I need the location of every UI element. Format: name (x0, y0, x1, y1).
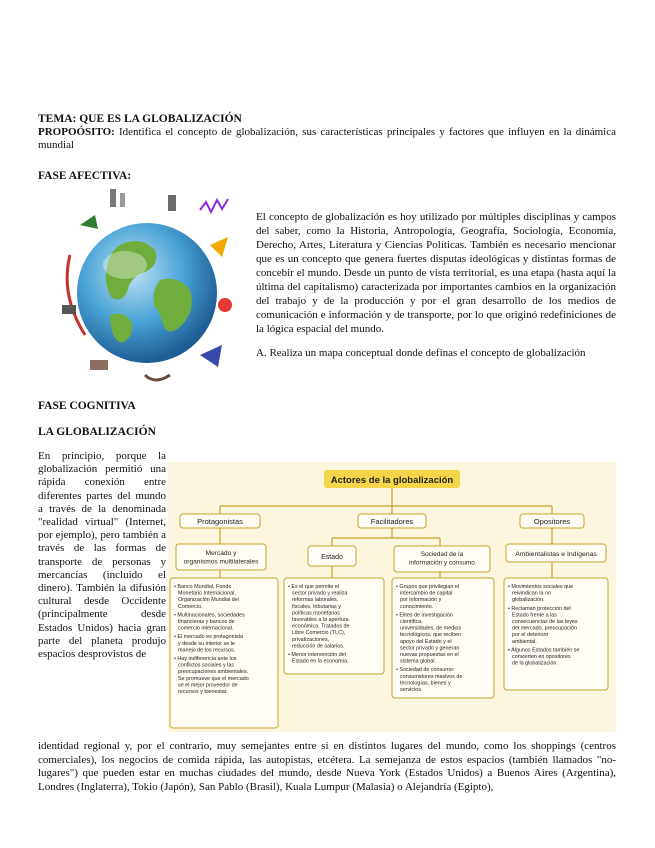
column-paragraph: En principio, porque la globalización permitió una rápida conexión entre diferentes partes del mundo a través de la denominada "realidad virtual" (Internet, por ejemplo), pero también a través de las formas de transporte de personas y mercancías (incluido el dinero). También la difusión cultural desde Occidente (principalmente desde Estados Unidos) hacia gran parte del planeta produjo espacios desprovistos de (38, 450, 166, 661)
detail-ambientalistas-item-2: • Algunos Estados también se convierten en opositores de la globalización. (508, 647, 580, 667)
detail-ambientalistas-item-0: • Movimientos sociales que reivindican la no globalización. (508, 584, 574, 604)
afectiva-paragraph: El concepto de globalización es hoy utilizado por múltiples disciplinas y campos del saber, como la Historia, Antropología, Geografía, Sociología, Economía, Derecho, Artes, Literatura y Ciencias Políticas. También es necesario mencionar que es un concepto que genera fuertes disputas ideológicas y distintas formas de concebir el mundo. Desde un punto de vista territorial, es una etapa (hasta aquí la última del capitalismo) caracterizada por importantes cambios en la organización del trabajo y de la producción y por el gran desarrollo de los medios de comunicación e información y de transporte, por lo que originó redefiniciones de la lógica espacial del mundo. (256, 211, 616, 335)
detail-estado-item-1: • Menor intervención del Estado en la economía. (288, 652, 349, 665)
globe-illustration (50, 185, 245, 393)
detail-estado-item-0: • Es el que permite el sector privado y realiza reformas laborales, fiscales, tributarias y políticas monetarias favorables a la apertura económica. Tratados de Libre Comercio (TLC), privatizaciones, reducción de salarios. (288, 584, 350, 650)
activity-instruction: A. Realiza un mapa conceptual donde definas el concepto de globalización (256, 347, 586, 359)
globalizacion-subheading: LA GLOBALIZACIÓN (38, 426, 156, 438)
bottom-paragraph: identidad regional y, por el contrario, muy semejantes entre sí en distintos lugares del mundo, como los shoppings (centros comerciales), los negocios de comida rápida, las autopistas, etcétera. La semejanza de estos espacios (también llamados "no-lugares") que pueden estar en muchas ciudades del mundo, desde Nueva York (Estados Unidos) a Buenos Aires (Argentina), Londres (Inglaterra), Tokio (Japón), San Pablo (Brasil), Kuala Lumpur (Malasia) o Alejandría (Egipto), (38, 740, 616, 793)
node-sociedad-label-line2: información y consumo (409, 559, 475, 567)
node-mercado (176, 544, 266, 570)
root-node-label: Actores de la globalización (330, 475, 454, 486)
node-mercado-label-line2: organismos multilaterales (183, 558, 259, 566)
node-protagonistas-label: Protagonistas (197, 517, 243, 526)
detail-sociedad-item-1: • Elites de investigación científica, universidades, de medios tecnológicos, que reciben apoyo del Estado y el sector privado y generan nuevas propuestas en el sistema global. (396, 612, 462, 665)
fase-cognitiva-heading: FASE COGNITIVA (38, 400, 136, 412)
node-facilitadores-label: Facilitadores (370, 517, 414, 526)
purpose-paragraph (38, 126, 616, 152)
detail-sociedad-item-0: • Grupos que privilegian el intercambio de capital por información y conocimiento. (396, 584, 460, 610)
purpose-text: Identifica el concepto de globalización, sus características principales y factores que influyen en la dinámica mundial (38, 126, 617, 151)
node-sociedad-label-line1: Sociedad de la (420, 551, 464, 558)
detail-mercado-item-1: • Multinacionales, sociedades financieras y bancos de comercio internacional. (174, 612, 245, 632)
detail-mercado-item-3: • Hay indiferencia ante los conflictos sociales y las preocupaciones ambientales. Se promueve que el mercado se el mejor proveedor de recursos y bienestar. (174, 656, 249, 695)
page-title: TEMA: QUE ES LA GLOBALIZACIÓN (38, 113, 242, 125)
node-mercado-label-line1: Mercado y (205, 550, 237, 557)
detail-mercado-item-0: • Banco Mundial, Fondo Monetario Internacional, Organización Mundial del Comercio. (174, 584, 239, 610)
fase-afectiva-heading: FASE AFECTIVA: (38, 170, 132, 182)
node-estado-label: Estado (321, 554, 343, 561)
detail-sociedad-item-2: • Sociedad de consumo: consumidores masivos de tecnologías, bienes y servicios. (396, 667, 463, 693)
detail-mercado-item-2: • El mercado es protagonista y desde su interior se le manejo de los recursos. (174, 634, 244, 654)
node-ambientalistas-label: Ambientalistas e Indígenas (515, 551, 597, 558)
concept-map (168, 462, 616, 732)
globe-shine (103, 251, 147, 279)
node-opositores-label: Opositores (533, 517, 571, 526)
purpose-label: PROPOÓSITO: (38, 126, 115, 138)
detail-ambientalistas-item-1: • Reclaman protección del Estado frente a las consecuencias de las leyes del mercado, preocupación por el deterioro ambiental. (508, 605, 578, 645)
